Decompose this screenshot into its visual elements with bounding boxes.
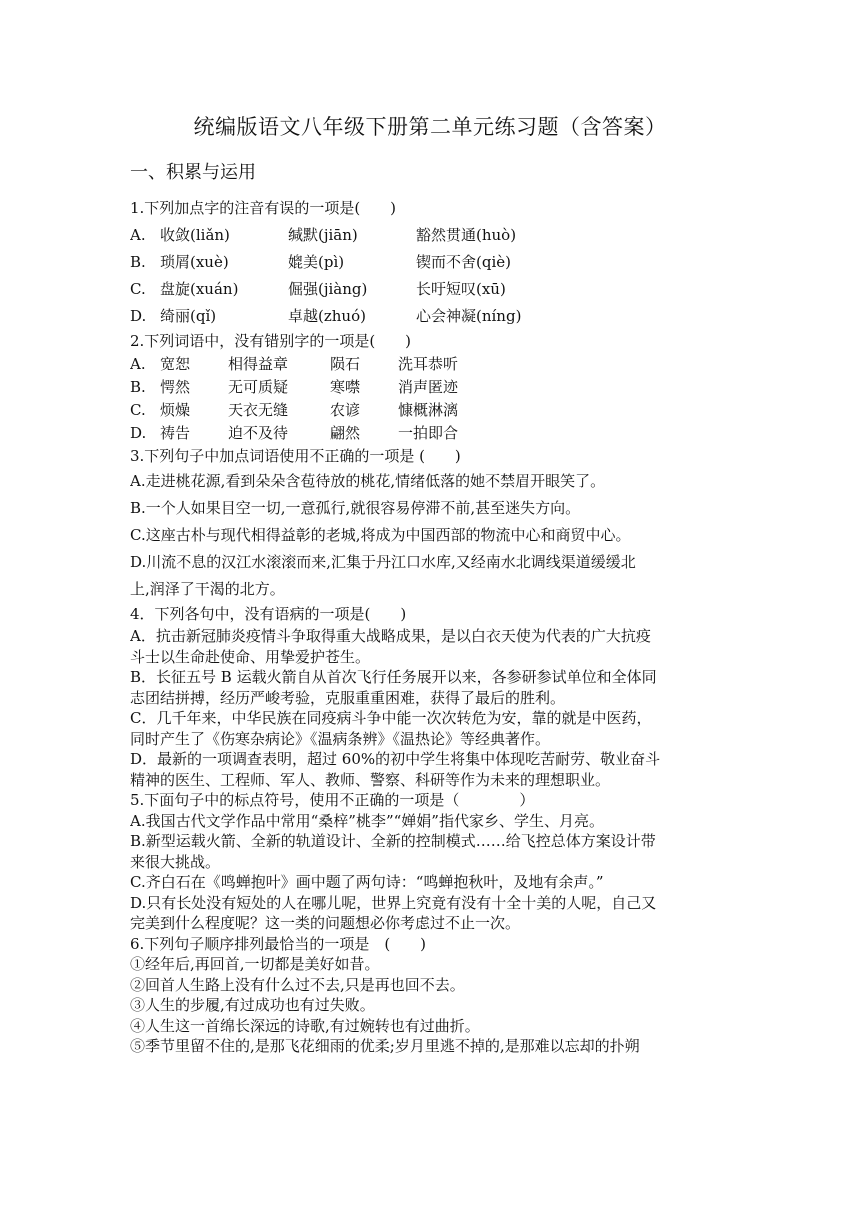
option-word: 琐屑(xuè) <box>160 253 229 271</box>
option-word: 盘旋(xuán) <box>160 280 239 298</box>
option-word: 豁然贯通(huò) <box>416 226 517 244</box>
q4-option-c-line2: 同时产生了《伤寒杂病论》《温病条辨》《温热论》等经典著作。 <box>130 729 551 748</box>
option-word: 陨石 <box>330 355 361 373</box>
document-body <box>130 195 742 1057</box>
q4-option-a-line1: A．抗击新冠肺炎疫情斗争取得重大战略成果，是以白衣天使为代表的广大抗疫 <box>130 627 651 645</box>
q6-sentence-3: ③人生的步履,有过成功也有过失败。 <box>130 996 375 1014</box>
option-word: 愕然 <box>160 378 191 396</box>
q1-option-c <box>130 276 742 303</box>
option-word: 心会神凝(níng) <box>416 307 522 325</box>
option-letter: A. <box>130 226 146 244</box>
q3-option-d-line1: D.川流不息的汉江水滚滚而来,汇集于丹江口水库,又经南水北调线渠道缓缓北 <box>130 553 636 571</box>
option-word: 锲而不舍(qiè) <box>416 253 511 271</box>
q5-option-a: A.我国古代文学作品中常用“桑梓”桃李”“婵娟”指代家乡、学生、月亮。 <box>130 811 604 830</box>
q2-option-b <box>130 376 742 399</box>
q5-option-b-line1: B.新型运载火箭、全新的轨道设计、全新的控制模式……给飞控总体方案设计带 <box>130 832 656 850</box>
q3-option-a: A.走进桃花源,看到朵朵含苞待放的桃花,情绪低落的她不禁眉开眼笑了。 <box>130 472 606 490</box>
q6-sentence-2: ②回首人生路上没有什么过不去,只是再也回不去。 <box>130 975 465 994</box>
q4-option-b-line1: B．长征五号 B 运载火箭自从首次飞行任务展开以来，各参研参试单位和全体同 <box>130 668 657 686</box>
option-word: 烦燥 <box>160 401 191 419</box>
option-word: 绮丽(qǐ) <box>160 307 217 325</box>
q1-option-d <box>130 303 742 330</box>
option-word: 农谚 <box>330 401 361 419</box>
q6-stem: 6.下列句子顺序排列最恰当的一项是 ( ) <box>130 934 427 953</box>
q5-option-d-line2: 完美到什么程度呢？这一类的问题想必你考虑过不止一次。 <box>130 914 521 932</box>
option-letter: D. <box>130 307 147 325</box>
q4-stem: 4．下列各句中，没有语病的一项是( ) <box>130 605 407 623</box>
q1-option-b <box>130 249 742 276</box>
option-word: 收敛(liǎn) <box>160 226 230 244</box>
q4-option-a-line2: 斗士以生命赴使命、用挚爱护苍生。 <box>130 647 371 666</box>
section-heading: 一、积累与运用 <box>130 162 256 183</box>
q2-option-a <box>130 353 742 376</box>
q2-option-c <box>130 399 742 422</box>
option-word: 长吁短叹(xū) <box>416 280 506 298</box>
q3-option-d-line2: 上,润泽了干渴的北方。 <box>130 580 285 598</box>
q1-option-a <box>130 222 742 249</box>
q2-option-d <box>130 422 742 445</box>
q6-sentence-4: ④人生这一首绵长深远的诗歌,有过婉转也有过曲折。 <box>130 1016 480 1035</box>
q6-sentence-1: ①经年后,再回首,一切都是美好如昔。 <box>130 955 380 973</box>
q4-option-d-line2: 精神的医生、工程师、军人、教师、警察、科研等作为未来的理想职业。 <box>130 770 611 789</box>
q5-option-b-line2: 来很大挑战。 <box>130 852 221 871</box>
option-word: 翩然 <box>330 424 361 442</box>
q1-stem: 1.下列加点字的注音有误的一项是( ) <box>130 199 397 217</box>
option-word: 天衣无缝 <box>228 401 289 419</box>
option-word: 一拍即合 <box>398 424 459 442</box>
q5-option-c: C.齐白石在《鸣蝉抱叶》画中题了两句诗：“鸣蝉抱秋叶，及地有余声。” <box>130 873 604 891</box>
q3-stem: 3.下列句子中加点词语使用不正确的一项是 ( ) <box>130 447 461 465</box>
option-word: 媲美(pì) <box>288 253 345 271</box>
q6-sentence-5: ⑤季节里留不住的,是那飞花细雨的优柔;岁月里逃不掉的,是那难以忘却的扑朔 <box>130 1037 640 1055</box>
q4-option-c-line1: C．几千年来，中华民族在同疫病斗争中能一次次转危为安，靠的就是中医药， <box>130 709 652 727</box>
option-word: 迫不及待 <box>228 424 289 442</box>
q5-option-d-line1: D.只有长处没有短处的人在哪儿呢，世界上究竟有没有十全十美的人呢，自己又 <box>130 893 657 912</box>
q3-option-b: B.一个人如果目空一切,一意孤行,就很容易停滞不前,甚至迷失方向。 <box>130 499 581 517</box>
option-letter: B. <box>130 378 146 396</box>
option-letter: D. <box>130 424 147 442</box>
option-word: 洗耳恭听 <box>398 355 459 373</box>
option-word: 慷概淋漓 <box>398 401 459 419</box>
option-letter: A. <box>130 355 146 373</box>
q3-option-c: C.这座古朴与现代相得益彰的老城,将成为中国西部的物流中心和商贸中心。 <box>130 526 631 544</box>
q4-option-d-line1: D．最新的一项调查表明，超过 60%的初中学生将集中体现吃苦耐劳、敬业奋斗 <box>130 750 661 768</box>
document-title: 统编版语文八年级下册第二单元练习题（含答案） <box>193 115 667 139</box>
option-letter: B. <box>130 253 146 271</box>
option-word: 宽恕 <box>160 355 191 373</box>
option-word: 卓越(zhuó) <box>288 307 366 325</box>
option-letter: C. <box>130 280 146 298</box>
option-letter: C. <box>130 401 146 419</box>
q2-stem: 2.下列词语中，没有错别字的一项是( ) <box>130 332 412 350</box>
option-word: 倔强(jiàng) <box>288 280 368 298</box>
option-word: 缄默(jiān) <box>288 226 358 244</box>
q4-option-b-line2: 志团结拼搏，经历严峻考验，克服重重困难，获得了最后的胜利。 <box>130 688 566 707</box>
q5-stem: 5.下面句子中的标点符号，使用不正确的一项是（ ） <box>130 791 535 809</box>
option-word: 无可质疑 <box>228 378 289 396</box>
option-word: 寒噤 <box>330 378 361 396</box>
option-word: 祷告 <box>160 424 191 442</box>
option-word: 消声匿迹 <box>398 378 459 396</box>
option-word: 相得益章 <box>228 355 289 373</box>
